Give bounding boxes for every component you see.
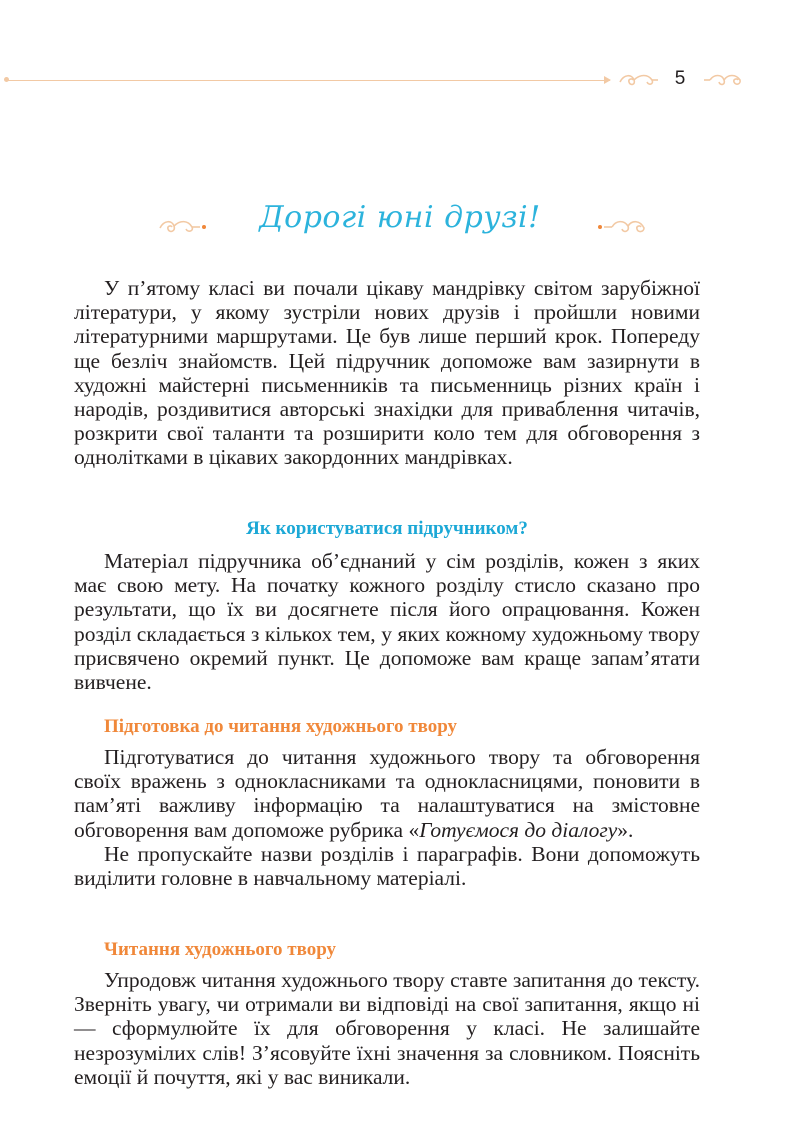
header-rule bbox=[8, 80, 610, 81]
reading-paragraph: Упродовж читання художнього твору ставте запитання до тексту. Зверніть увагу, чи отримали ви відповіді на свої запитання, якщо ні — сформулюйте їх для обговорення у класі. Не залишайте незрозумілих слів! З’ясовуйте їхні значення за словником. Поясніть емоції й почуття, які у вас виникали. bbox=[74, 968, 700, 1089]
reading-section bbox=[74, 968, 700, 1089]
preparation-paragraph-1-text: Підготуватися до читання художнього твору та обговорення своїх вражень з однокласниками та однокласницями, поновити в пам’яті важливу інформацію та налаштуватися на змістовне обговорення вам допоможе рубрика « bbox=[74, 745, 700, 842]
title-left-ornament-icon bbox=[158, 216, 208, 238]
preparation-paragraph-2: Не пропускайте назви розділів і параграфів. Вони допоможуть виділити головне в навчальному матеріалі. bbox=[74, 841, 700, 891]
swirl-ornament-icon bbox=[702, 70, 742, 90]
preparation-paragraph-1-end: ». bbox=[617, 817, 634, 842]
rubric-name: Готуємося до діалогу bbox=[419, 817, 618, 842]
preparation-section bbox=[74, 745, 700, 890]
page-number: 5 bbox=[674, 68, 686, 89]
how-to-use-section bbox=[74, 549, 700, 694]
preparation-paragraph-1 bbox=[74, 745, 700, 842]
swirl-ornament-icon bbox=[618, 70, 660, 90]
title-right-ornament-icon bbox=[596, 216, 646, 238]
section-heading-reading: Читання художнього твору bbox=[104, 939, 337, 960]
header-rule-arrow bbox=[604, 76, 611, 84]
how-to-use-paragraph: Матеріал підручника об’єднаний у сім розділів, кожен з яких має свою мету. На початку кожного розділу стисло сказано про результати, що їх ви досягнете після його опрацювання. Кожен розділ складається з кількох тем, у яких кожному художньому твору присвячено окремий пункт. Це допоможе вам краще запам’ятати вивчене. bbox=[74, 549, 700, 695]
intro-paragraph: У п’ятому класі ви почали цікаву мандрівку світом зарубіжної літератури, у якому зустріли нових друзів і пройшли новими літературними маршрутами. Це був лише перший крок. Попереду ще безліч знайомств. Цей підручник допоможе вам зазирнути в художні майстерні письменників та письменниць різних країн і народів, роздивитися авторські знахідки для приваблення читачів, розкрити свої таланти та розширити коло тем для обговорення з однолітками в цікавих закордонних мандрівках. bbox=[74, 276, 700, 470]
section-heading-preparation: Підготовка до читання художнього твору bbox=[104, 716, 458, 737]
intro-section bbox=[74, 276, 700, 470]
section-heading-how-to-use: Як користуватися підручником? bbox=[246, 518, 528, 539]
page-title: Дорогі юні друзі! bbox=[259, 200, 541, 235]
